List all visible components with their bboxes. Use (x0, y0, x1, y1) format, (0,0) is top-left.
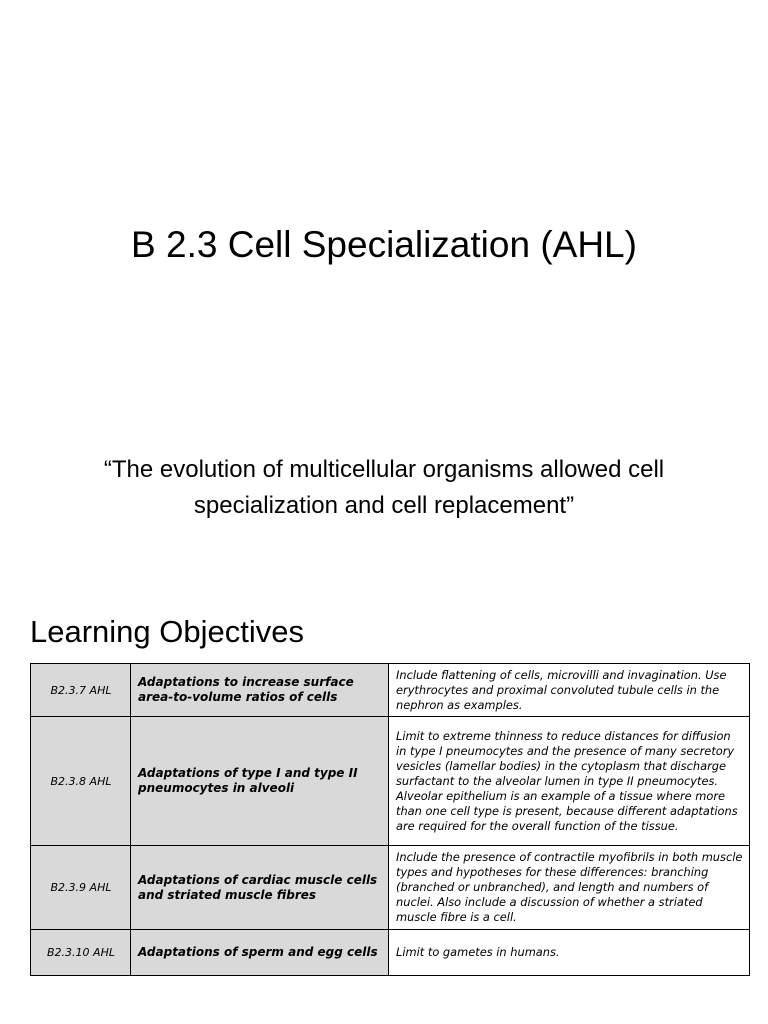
learning-objectives-table (30, 663, 750, 976)
table-row (31, 930, 750, 976)
table-row (31, 717, 750, 846)
table-row (31, 664, 750, 717)
table-row (31, 846, 750, 930)
learning-objectives-heading: Learning Objectives (30, 614, 304, 649)
objective-detail: Limit to gametes in humans. (389, 930, 750, 976)
objective-code: B2.3.9 AHL (31, 846, 131, 930)
objective-topic: Adaptations to increase surface area-to-volume ratios of cells (131, 664, 389, 717)
objective-code: B2.3.10 AHL (31, 930, 131, 976)
objective-topic: Adaptations of cardiac muscle cells and striated muscle fibres (131, 846, 389, 930)
objective-detail: Include flattening of cells, microvilli and invagination. Use erythrocytes and proximal convoluted tubule cells in the nephron as examples. (389, 664, 750, 717)
intro-quote: “The evolution of multicellular organisms allowed cell specialization and cell replacement” (103, 456, 665, 519)
page-title: B 2.3 Cell Specialization (AHL) (131, 224, 637, 265)
objective-detail: Include the presence of contractile myofibrils in both muscle types and hypotheses for these differences: branching (branched or unbranched), and length and numbers of nuclei. Also include a discussion of whether a striated muscle fibre is a cell. (389, 846, 750, 930)
objective-topic: Adaptations of sperm and egg cells (131, 930, 389, 976)
objective-topic: Adaptations of type I and type II pneumocytes in alveoli (131, 717, 389, 846)
objective-code: B2.3.8 AHL (31, 717, 131, 846)
objective-detail: Limit to extreme thinness to reduce distances for diffusion in type I pneumocytes and the presence of many secretory vesicles (lamellar bodies) in the cytoplasm that discharge surfactant to the alveolar lumen in type II pneumocytes. Alveolar epithelium is an example of a tissue where more than one cell type is present, because different adaptations are required for the overall function of the tissue. (389, 717, 750, 846)
objective-code: B2.3.7 AHL (31, 664, 131, 717)
